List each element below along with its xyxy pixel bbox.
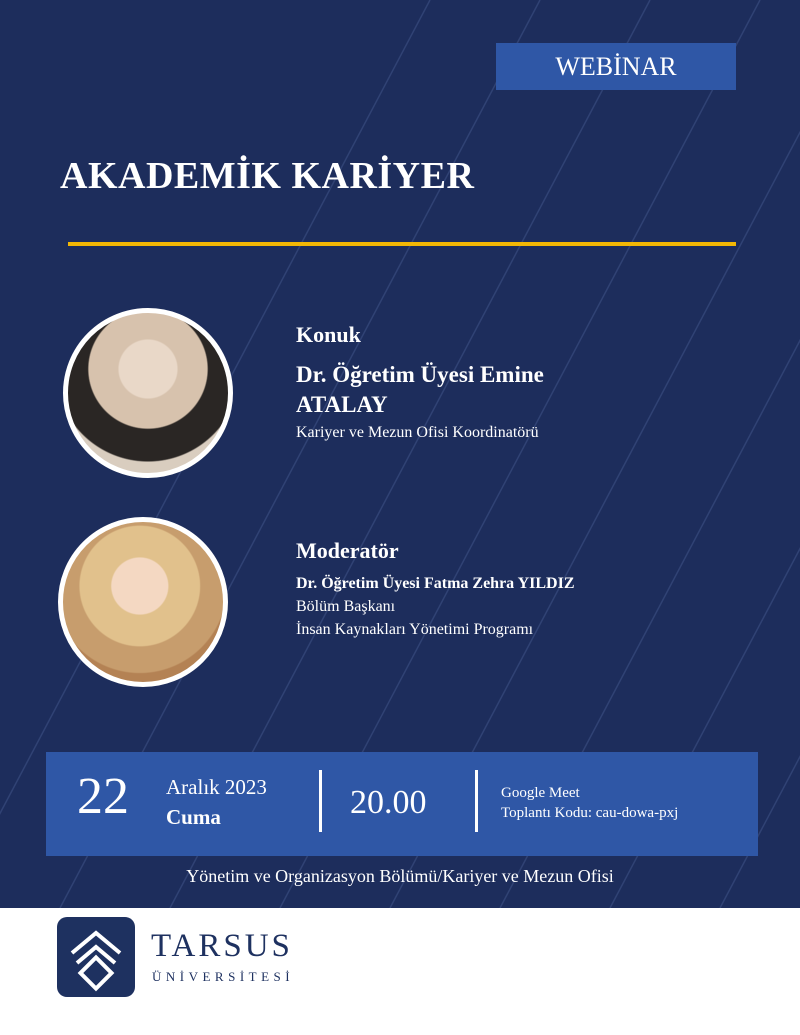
page-title: AKADEMİK KARİYER [60,155,475,197]
guest-role: Konuk [296,322,361,347]
event-time: 20.00 [350,784,427,821]
moderator-position2: İnsan Kaynakları Yönetimi Programı [296,621,534,638]
webinar-badge: WEBİNAR [496,43,736,90]
guest-photo [63,308,233,478]
divider-1 [319,770,322,832]
gold-divider [68,242,736,246]
moderator-name: Dr. Öğretim Üyesi Fatma Zehra YILDIZ [296,575,575,592]
event-meeting-code: Toplantı Kodu: cau-dowa-pxj [501,805,679,821]
event-weekday: Cuma [166,805,221,829]
moderator-role: Moderatör [296,538,399,563]
event-platform: Google Meet [501,785,580,801]
guest-position: Kariyer ve Mezun Ofisi Koordinatörü [296,424,539,441]
university-logo-icon [57,917,135,997]
moderator-photo [58,517,228,687]
organizer-text: Yönetim ve Organizasyon Bölümü/Kariyer ve Mezun Ofisi [186,866,614,886]
university-subtitle: ÜNİVERSİTESİ [152,969,295,984]
event-day: 22 [77,768,129,825]
divider-2 [475,770,478,832]
event-month-year: Aralık 2023 [166,775,267,799]
moderator-position1: Bölüm Başkanı [296,598,396,615]
guest-name-line1: Dr. Öğretim Üyesi Emine [296,362,544,387]
university-name: TARSUS [151,928,293,964]
guest-name-line2: ATALAY [296,392,388,417]
